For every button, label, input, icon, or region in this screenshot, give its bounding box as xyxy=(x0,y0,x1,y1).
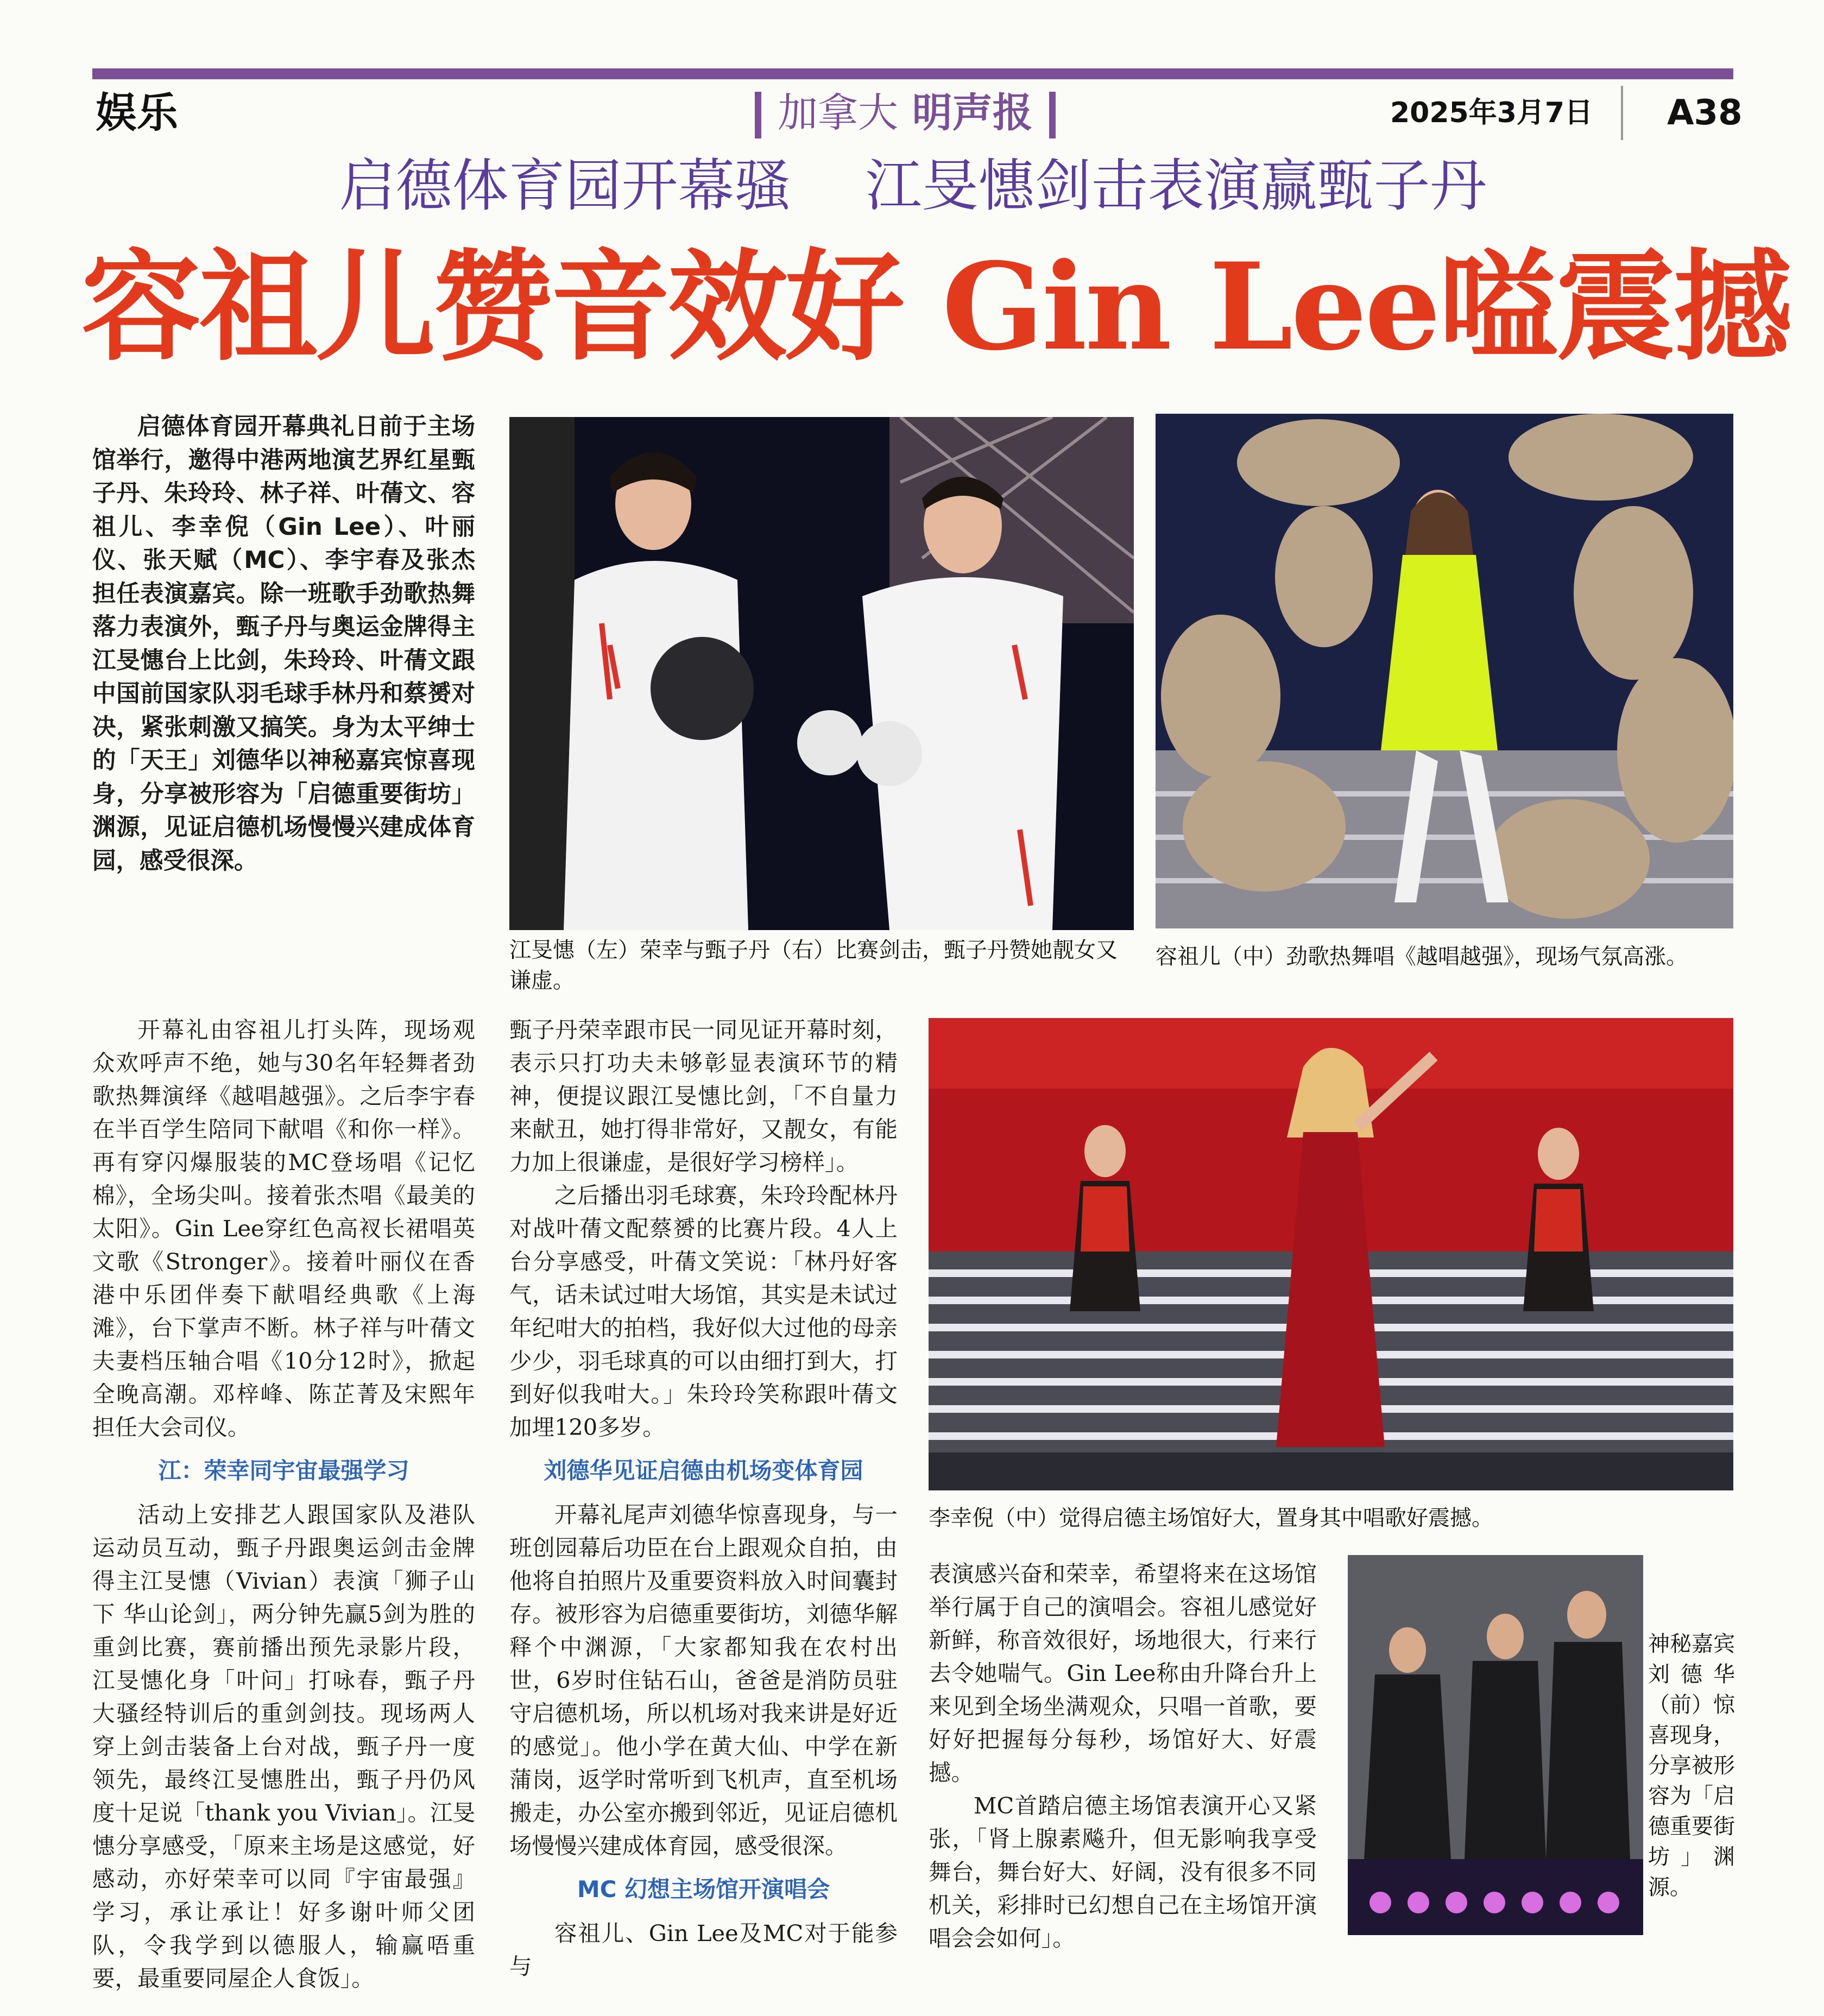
masthead-bar-left xyxy=(755,92,761,138)
col1-paragraph-2: 活动上安排艺人跟国家队及港队运动员互动，甄子丹跟奥运剑击金牌得主江旻憓（Vivian）表演「狮子山下 华山论剑」，两分钟先赢5剑为胜的重剑比赛，赛前播出预先录影片段，江旻憓化身「叶问」打咏春，甄子丹大骚经特训后的重剑剑技。现场两人穿上剑击装备上台对战，甄子丹一度领先，最终江旻憓胜出，甄子丹仍风度十足说「thank you Vivian」。江旻憓分享感受，「原来主场是这感觉，好感动，亦好荣幸可以同『宇宙最强』学习，承让承让！好多谢叶师父团队，令我学到以德服人，输赢唔重要，最重要同屋企人食饭」。 xyxy=(92,1501,476,1992)
masthead-bar-right xyxy=(1049,92,1056,138)
photo-andy-lau xyxy=(1348,1555,1643,1935)
caption-photo-fencing: 江旻憓（左）荣幸与甄子丹（右）比赛剑击，甄子丹赞她靓女又谦虚。 xyxy=(509,938,1118,993)
col2-subheading-2: MC 幻想主场馆开演唱会 xyxy=(577,1876,830,1903)
masthead xyxy=(739,86,1072,140)
caption-photo-dance: 容祖儿（中）劲歌热舞唱《越唱越强》，现场气氛高涨。 xyxy=(1156,944,1688,969)
col2-paragraph-3: 开幕礼尾声刘德华惊喜现身，与一班创园幕后功臣在台上跟观众自拍，由他将自拍照片及重要资料放入时间囊封存。被形容为启德重要街坊，刘德华解释个中渊源，「大家都知我在农村出世，6岁时住钻石山，爸爸是消防员驻守启德机场，所以机场对我来讲是好近的感觉」。他小学在黄大仙、中学在新蒲岗，返学时常听到飞机声，直至机场搬走，办公室亦搬到邻近，见证启德机场慢慢兴建成体育园，感受很深。 xyxy=(509,1501,898,1859)
photo-gin-lee xyxy=(929,1018,1733,1490)
col2-paragraph-2: 之后播出羽毛球赛，朱玲玲配林丹对战叶蒨文配蔡赟的比赛片段。4人上台分享感受，叶蒨文笑说：「林丹好客气，话未试过咁大场馆，其实是未试过年纪咁大的拍档，我好似大过他的母亲少少，羽毛球真的可以由细打到大，打到好似我咁大。」朱玲玲笑称跟叶蒨文加埋120多岁。 xyxy=(509,1182,898,1440)
caption-photo-gin-lee: 李幸倪（中）觉得启德主场馆好大，置身其中唱歌好震撼。 xyxy=(929,1506,1493,1531)
page-number: A38 xyxy=(1667,93,1743,133)
header-divider xyxy=(1621,86,1623,140)
headline: 容祖儿赞音效好 Gin Lee嗌震撼 xyxy=(81,236,1791,377)
col1-subheading: 江：荣幸同宇宙最强学习 xyxy=(158,1457,409,1484)
issue-date: 2025年3月7日 xyxy=(1390,97,1593,129)
col1-paragraph-1: 开幕礼由容祖儿打头阵，现场观众欢呼声不绝，她与30名年轻舞者劲歌热舞演绎《越唱越强》。之后李宇春在半百学生陪同下献唱《和你一样》。再有穿闪爆服装的MC登场唱《记忆棉》，全场尖叫。接着张杰唱《最美的太阳》。Gin Lee穿红色高衩长裙唱英文歌《Stronger》。接着叶丽仪在香港中乐团伴奏下献唱经典歌《上海滩》，台下掌声不断。林子祥与叶蒨文夫妻档压轴合唱《10分12时》，掀起全晚高潮。邓梓峰、陈芷菁及宋熙年担任大会司仪。 xyxy=(92,1016,475,1440)
caption-photo-andy-lau: 神秘嘉宾刘德华（前）惊喜现身，分享被形容为「启德重要街坊」渊源。 xyxy=(1648,1632,1735,1900)
lead-paragraph: 启德体育园开幕典礼日前于主场馆举行，邀得中港两地演艺界红星甄子丹、朱玲玲、林子祥、叶蒨文、容祖儿、李幸倪（Gin Lee）、叶丽仪、张天赋（MC）、李宇春及张杰担任表演嘉宾。除一班歌手劲歌热舞落力表演外，甄子丹与奥运金牌得主江旻憓台上比剑，朱玲玲、叶蒨文跟中国前国家队羽毛球手林丹和蔡赟对决，紧张刺激又搞笑。身为太平绅士的「天王」刘德华以神秘嘉宾惊喜现身，分享被形容为「启德重要街坊」渊源，见证启德机场慢慢兴建成体育园，感受很深。 xyxy=(92,413,475,875)
photo-dance xyxy=(1156,414,1733,928)
masthead-name-b: 明声报 xyxy=(912,90,1033,136)
photo-fencing xyxy=(509,417,1134,930)
article-column-1 xyxy=(92,1013,475,1995)
col2-subheading-1: 刘德华见证启德由机场变体育园 xyxy=(544,1457,863,1484)
article-column-2 xyxy=(509,1013,898,1983)
col3-paragraph-1: 表演感兴奋和荣幸，希望将来在这场馆举行属于自己的演唱会。容祖儿感觉好新鲜，称音效很好，场地很大，行来行去令她喘气。Gin Lee称由升降台升上来见到全场坐满观众，只唱一首歌，要好好把握每分每秒，场馆好大、好震撼。 xyxy=(929,1560,1317,1786)
subtitle: 启德体育园开幕骚 江旻憓剑击表演赢甄子丹 xyxy=(339,153,1487,219)
section-label: 娱乐 xyxy=(96,89,178,137)
col2-paragraph-1: 甄子丹荣幸跟市民一同见证开幕时刻，表示只打功夫未够彰显表演环节的精神，便提议跟江旻憓比剑，「不自量力来献丑，她打得非常好，又靓女，有能力加上很谦虚，是很好学习榜样」。 xyxy=(509,1016,898,1176)
col3-paragraph-2: MC首踏启德主场馆表演开心又紧张，「肾上腺素飚升，但无影响我享受舞台，舞台好大、好阔，没有很多不同机关，彩排时已幻想自己在主场馆开演唱会会如何」。 xyxy=(929,1792,1317,1951)
col2-paragraph-4: 容祖儿、Gin Lee及MC对于能参与 xyxy=(509,1920,898,1980)
article-column-3 xyxy=(929,1557,1317,1955)
top-rule xyxy=(92,68,1733,79)
masthead-name-a: 加拿大 xyxy=(778,90,898,136)
